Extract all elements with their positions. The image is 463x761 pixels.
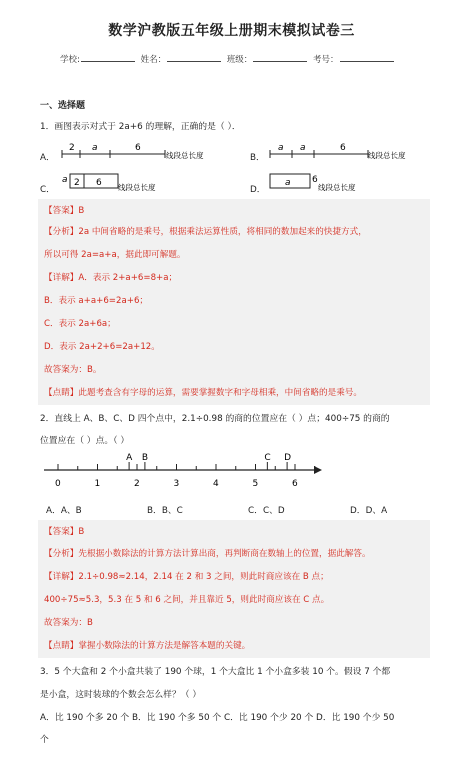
- class-blank[interactable]: [253, 52, 307, 62]
- q1-comment: 【点睛】此题考查含有字母的运算，需要掌握数字和字母相乘，中间省略的是乘号。: [44, 388, 362, 398]
- q1c-total-length: 线段总长度: [118, 183, 156, 192]
- q1a-label-a: a: [92, 143, 98, 153]
- q1c-label-6: 6: [96, 178, 102, 188]
- student-info-line: [60, 52, 397, 65]
- q1-option-b-diagram[interactable]: [268, 140, 448, 164]
- q1-option-c-diagram[interactable]: [60, 170, 240, 194]
- number-line-tick-label: 3: [173, 479, 180, 489]
- section-heading: 一、选择题: [40, 101, 86, 111]
- q1d-total-length: 线段总长度: [318, 183, 356, 192]
- q2-number-line: [40, 452, 330, 494]
- q2-detail-1: 【详解】2.1÷0.98≈2.14，2.14 在 2 和 3 之间，则此时商应该在 B 点；: [44, 572, 329, 582]
- q2-detail-2: 400÷75≈5.3，5.3 在 5 和 6 之间，并且靠近 5，则此时商应该在 C 点。: [44, 595, 330, 605]
- q1-stem: 1．画图表示对式于 2a+6 的理解，正确的是（ ）．: [40, 122, 241, 132]
- q1-option-d-diagram[interactable]: [268, 170, 448, 194]
- exam-no-blank[interactable]: [340, 52, 394, 62]
- q1-conclusion: 故答案为：B。: [44, 365, 102, 375]
- q3-options-tail: 个: [40, 735, 49, 745]
- q1d-label-a: a: [285, 178, 291, 188]
- q1b-label-a2: a: [300, 143, 306, 153]
- number-line-tick-label: 1: [94, 479, 101, 489]
- q1c-label-2: 2: [74, 178, 80, 188]
- q1-option-a-diagram[interactable]: [60, 140, 240, 164]
- q1-option-d-label: D．: [250, 185, 266, 195]
- number-line-point-a-label: A: [126, 453, 133, 463]
- q2-answer-panel: [38, 520, 430, 658]
- q1a-label-6: 6: [135, 143, 141, 153]
- q2-option-b[interactable]: B．B、C: [147, 506, 183, 516]
- q2-option-c[interactable]: C．C、D: [248, 506, 285, 516]
- page-title: 数学沪教版五年级上册期末模拟试卷三: [108, 23, 355, 39]
- q2-option-a[interactable]: A．A、B: [46, 506, 82, 516]
- number-line-tick-label: 6: [292, 479, 298, 489]
- class-label: 班级：: [226, 55, 253, 65]
- q1-analysis-1: 【分析】2a 中间省略的是乘号，根据乘法运算性质，将相同的数加起来的快捷方式，: [44, 227, 367, 237]
- q1a-total-length: 线段总长度: [166, 151, 204, 160]
- q1d-label-6: 6: [312, 175, 318, 185]
- exam-no-label: 考号：: [313, 55, 339, 65]
- number-line-tick-label: 2: [134, 479, 140, 489]
- q3-stem-2: 是小盒，这时装球的个数会怎么样？（ ）: [40, 690, 202, 700]
- name-blank[interactable]: [167, 52, 221, 62]
- q1-line-b: B．表示 a+a+6=2a+6；: [44, 296, 149, 306]
- q1-option-b-label: B．: [250, 153, 265, 163]
- q3-stem-1: 3．5 个大盒和 2 个小盒共装了 190 个球，1 个大盒比 1 个小盒多装 10 个。假设 7 个都: [40, 667, 391, 677]
- q1-option-a-label: A．: [40, 153, 55, 163]
- q2-stem-1: 2．直线上 A、B、C、D 四个点中，2.1÷0.98 的商的位置应在（ ）点；400÷75 的商的: [40, 414, 390, 424]
- number-line-point-b-label: B: [141, 453, 149, 463]
- number-line-point-d-label: D: [284, 453, 292, 463]
- q2-option-d[interactable]: D．D、A: [350, 506, 388, 516]
- q2-comment: 【点睛】掌握小数除法的计算方法是解答本题的关键。: [44, 641, 251, 651]
- q1-line-c: C．表示 2a+6a；: [44, 319, 116, 329]
- q1c-label-a: a: [62, 175, 68, 185]
- q1-detail: 【详解】A．表示 2+a+6=8+a；: [44, 273, 178, 283]
- q1b-label-6: 6: [340, 143, 346, 153]
- q1-line-d: D．表示 2a+2+6=2a+12。: [44, 342, 160, 352]
- number-line-tick-label: 4: [213, 479, 219, 489]
- number-line-tick-label: 0: [55, 479, 61, 489]
- number-line-point-c-label: C: [264, 453, 271, 463]
- name-label: 姓名：: [140, 55, 167, 65]
- q1-answer: 【答案】B: [44, 206, 85, 216]
- q2-stem-2: 位置应在（ ）点。（ ）: [40, 436, 130, 446]
- school-blank[interactable]: [81, 52, 135, 62]
- number-line-tick-label: 5: [252, 479, 259, 489]
- q1-analysis-2: 所以可得 2a=a+a，据此即可解题。: [44, 250, 186, 260]
- q2-answer: 【答案】B: [44, 527, 85, 537]
- q3-options[interactable]: A．比 190 个多 20 个 B．比 190 个多 50 个 C．比 190 个少 20 个 D．比 190 个少 50: [40, 713, 395, 723]
- q1b-total-length: 线段总长度: [368, 151, 406, 160]
- q1b-label-a1: a: [278, 143, 284, 153]
- q1a-label-2: 2: [69, 143, 75, 153]
- q2-analysis: 【分析】先根据小数除法的计算方法计算出商，再判断商在数轴上的位置，据此解答。: [44, 549, 371, 559]
- q1-option-c-label: C．: [40, 185, 55, 195]
- q2-conclusion: 故答案为：B: [44, 618, 93, 628]
- school-label: 学校:: [60, 55, 80, 65]
